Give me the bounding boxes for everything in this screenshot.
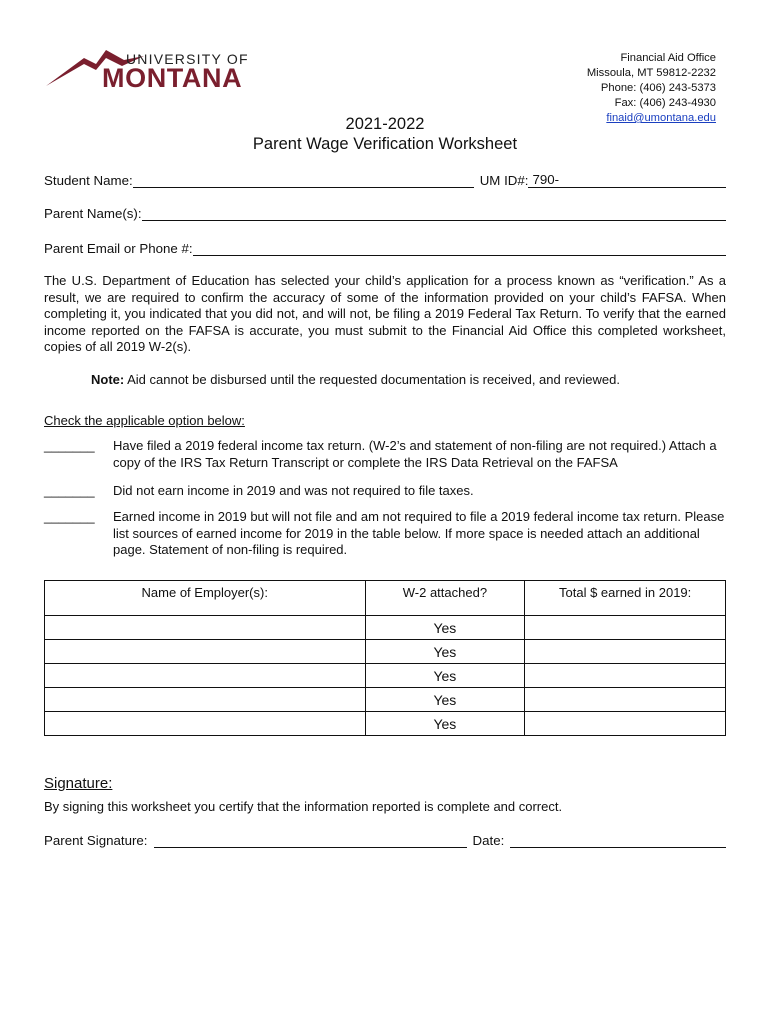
office-email-link[interactable]: finaid@umontana.edu (606, 112, 716, 124)
options-heading: Check the applicable option below: (44, 413, 245, 428)
w2-yes-checkbox[interactable]: Yes (365, 712, 525, 736)
w2-yes-checkbox[interactable]: Yes (365, 616, 525, 640)
total-cell[interactable] (525, 712, 726, 736)
option-text: Have filed a 2019 federal income tax return. (W-2’s and statement of non-filing are not required.) Attach a copy of the IRS Tax Return Transcript or complete the IRS Data Retrieval on the FAFSA (113, 438, 717, 470)
date-field[interactable] (510, 833, 726, 848)
option-checkbox-blank[interactable]: _______ (44, 509, 95, 524)
table-row (45, 688, 726, 712)
signature-heading: Signature: (44, 775, 113, 792)
w2-yes-checkbox[interactable]: Yes (365, 664, 525, 688)
worksheet-year: 2021-2022 (345, 115, 425, 133)
option-filed-return (44, 438, 726, 472)
employer-cell[interactable] (45, 664, 366, 688)
student-name-label: Student Name: (44, 173, 133, 188)
employer-table (44, 580, 726, 736)
signature-statement: By signing this worksheet you certify that the information reported is complete and correct. (44, 799, 563, 814)
note-line (91, 372, 620, 387)
employer-cell[interactable] (45, 640, 366, 664)
signature-row (44, 833, 726, 848)
logo-university-text: UNIVERSITY OF (126, 51, 249, 67)
employer-cell[interactable] (45, 688, 366, 712)
logo-montana-text: MONTANA (102, 63, 243, 93)
total-cell[interactable] (525, 688, 726, 712)
table-header-row (45, 581, 726, 616)
parent-contact-field[interactable] (193, 241, 726, 256)
office-address: Missoula, MT 59812-2232 (586, 67, 716, 79)
table-row (45, 664, 726, 688)
university-logo (44, 44, 274, 92)
um-id-prefix: 790- (532, 172, 560, 187)
um-id-field[interactable] (528, 172, 726, 188)
employer-cell[interactable] (45, 616, 366, 640)
total-header: Total $ earned in 2019: (525, 581, 726, 616)
w2-header: W-2 attached? (365, 581, 525, 616)
employer-header: Name of Employer(s): (45, 581, 366, 616)
parent-signature-label: Parent Signature: (44, 833, 148, 848)
student-info-row (44, 172, 726, 188)
office-name: Financial Aid Office (620, 52, 716, 64)
office-phone: Phone: (406) 243-5373 (600, 82, 716, 94)
employer-cell[interactable] (45, 712, 366, 736)
parent-signature-field[interactable] (154, 833, 467, 848)
total-cell[interactable] (525, 640, 726, 664)
option-text: Earned income in 2019 but will not file and am not required to file a 2019 federal income tax return. Please list sources of earned income for 2019 in the table below. If more space is needed attach an additional page. Statement of non-filing is required. (113, 509, 725, 557)
um-id-label: UM ID#: (479, 173, 529, 188)
note-label: Note: (91, 372, 125, 387)
w2-yes-checkbox[interactable]: Yes (365, 640, 525, 664)
option-checkbox-blank[interactable]: _______ (44, 483, 95, 498)
parent-name-label: Parent Name(s): (44, 206, 142, 221)
intro-paragraph: The U.S. Department of Education has selected your child’s application for a process known as “verification.” As a result, we are required to confirm the accuracy of some of the information provided on your child’s FAFSA. When completing it, you indicated that you did not, and will not, be filing a 2019 Federal Tax Return. To verify that the earned income reported on the FAFSA is accurate, you must submit to the Financial Aid Office this completed worksheet, copies of all 2019 W-2(s). (44, 273, 726, 354)
office-fax: Fax: (406) 243-4930 (614, 97, 716, 109)
table-row (45, 616, 726, 640)
table-row (45, 712, 726, 736)
total-cell[interactable] (525, 616, 726, 640)
w2-yes-checkbox[interactable]: Yes (365, 688, 525, 712)
worksheet-title: Parent Wage Verification Worksheet (252, 135, 518, 153)
option-checkbox-blank[interactable]: _______ (44, 438, 95, 453)
option-earned-income (44, 509, 726, 561)
option-text: Did not earn income in 2019 and was not required to file taxes. (113, 483, 474, 498)
date-label: Date: (472, 833, 505, 848)
table-row (45, 640, 726, 664)
parent-contact-row (44, 241, 726, 256)
parent-name-row (44, 206, 726, 221)
option-no-income (44, 483, 726, 501)
note-text: Aid cannot be disbursed until the requested documentation is received, and reviewed. (124, 372, 620, 387)
parent-contact-label: Parent Email or Phone #: (44, 241, 193, 256)
parent-name-field[interactable] (142, 206, 726, 221)
total-cell[interactable] (525, 664, 726, 688)
student-name-field[interactable] (133, 173, 474, 188)
